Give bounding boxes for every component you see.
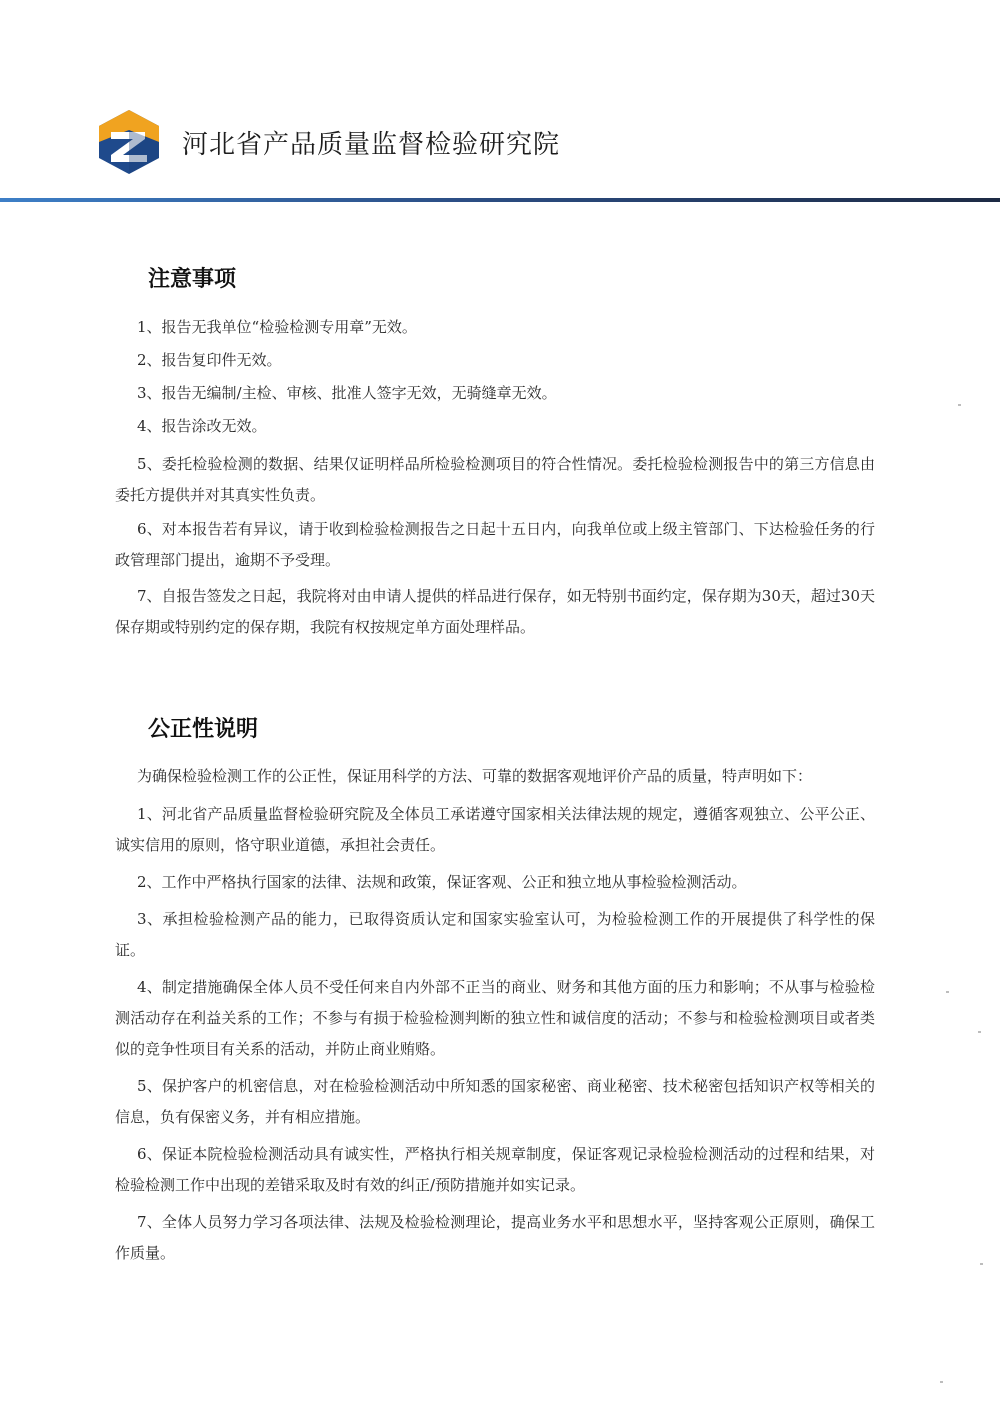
page-header xyxy=(0,0,1000,210)
impartiality-item: 7、全体人员努力学习各项法律、法规及检验检测理论，提高业务水平和思想水平，坚持客观公正原则，确保工作质量。 xyxy=(115,1213,875,1262)
impartiality-title: 公正性说明 xyxy=(148,717,259,742)
impartiality-item: 5、保护客户的机密信息，对在检验检测活动中所知悉的国家秘密、商业秘密、技术秘密包括知识产权等相关的信息，负有保密义务，并有相应措施。 xyxy=(115,1077,875,1126)
notice-item: 5、委托检验检测的数据、结果仅证明样品所检验检测项目的符合性情况。委托检验检测报告中的第三方信息由委托方提供并对其真实性负责。 xyxy=(115,455,875,504)
organization-name: 河北省产品质量监督检验研究院 xyxy=(182,130,561,160)
impartiality-item: 2、工作中严格执行国家的法律、法规和政策，保证客观、公正和独立地从事检验检测活动。 xyxy=(137,873,747,891)
impartiality-intro: 为确保检验检测工作的公正性，保证用科学的方法、可靠的数据客观地评价产品的质量，特声明如下： xyxy=(137,767,813,785)
impartiality-item: 3、承担检验检测产品的能力，已取得资质认定和国家实验室认可，为检验检测工作的开展提供了科学性的保证。 xyxy=(115,910,875,959)
impartiality-item: 4、制定措施确保全体人员不受任何来自内外部不正当的商业、财务和其他方面的压力和影响；不从事与检验检测活动存在利益关系的工作；不参与有损于检验检测判断的独立性和诚信度的活动；不参与和检验检测项目或者类似的竞争性项目有关系的活动，并防止商业贿赂。 xyxy=(115,978,875,1058)
notice-item: 4、报告涂改无效。 xyxy=(137,417,267,435)
header-divider xyxy=(0,198,1000,202)
impartiality-item: 1、河北省产品质量监督检验研究院及全体员工承诺遵守国家相关法律法规的规定，遵循客观独立、公平公正、诚实信用的原则，恪守职业道德，承担社会责任。 xyxy=(115,805,875,854)
scan-speck xyxy=(978,1031,981,1033)
notice-item: 7、自报告签发之日起，我院将对由申请人提供的样品进行保存，如无特别书面约定，保存期为30天，超过30天保存期或特别约定的保存期，我院有权按规定单方面处理样品。 xyxy=(115,587,875,636)
notice-item: 1、报告无我单位“检验检测专用章”无效。 xyxy=(137,318,417,336)
scan-speck xyxy=(958,404,961,406)
notice-item: 3、报告无编制/主检、审核、批准人签字无效，无骑缝章无效。 xyxy=(137,384,557,402)
scan-speck xyxy=(980,1263,983,1265)
scan-speck xyxy=(946,991,949,993)
impartiality-item: 6、保证本院检验检测活动具有诚实性，严格执行相关规章制度，保证客观记录检验检测活动的过程和结果，对检验检测工作中出现的差错采取及时有效的纠正/预防措施并如实记录。 xyxy=(115,1145,875,1194)
notice-title: 注意事项 xyxy=(148,267,237,292)
notice-item: 6、对本报告若有异议，请于收到检验检测报告之日起十五日内，向我单位或上级主管部门、下达检验任务的行政管理部门提出，逾期不予受理。 xyxy=(115,520,875,569)
scan-speck xyxy=(940,1381,943,1383)
z-hexagon-logo-icon xyxy=(97,108,161,176)
notice-item: 2、报告复印件无效。 xyxy=(137,351,282,369)
